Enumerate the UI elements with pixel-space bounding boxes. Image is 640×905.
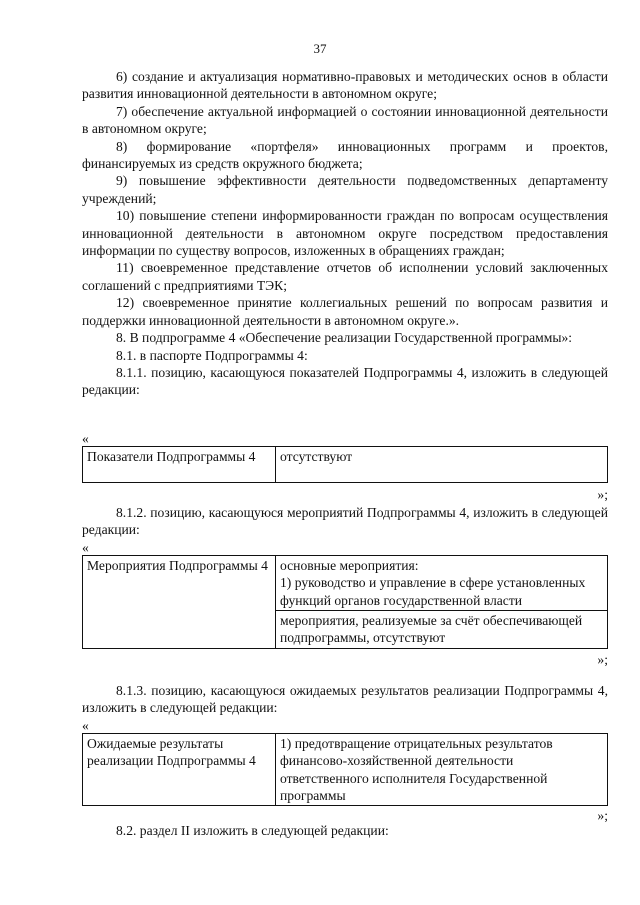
table-cell-value: 1) предотвращение отрицательных результатов финансово-хозяйственной деятельности ответственного исполнителя Государственной программы [276, 733, 608, 806]
page-number: 37 [313, 41, 327, 56]
measures-table [82, 555, 608, 649]
paragraph: 8.1.2. позицию, касающуюся мероприятий Подпрограммы 4, изложить в следующей редакции: [82, 505, 608, 538]
measures-item: 1) руководство и управление в сфере установленных функций органов государственной власти [280, 575, 586, 608]
para-82-block [82, 822, 608, 839]
open-quote: « [82, 431, 89, 446]
para-813-block [82, 682, 608, 824]
section-heading: 8. В подпрограмме 4 «Обеспечение реализации Государственной программы»: [116, 330, 573, 346]
list-item: 10) повышение степени информированности граждан по вопросам осуществления инновационной деятельности в автономном округе посредством предоставления информации по существу вопросов, изложенных в обращениях граждан; [82, 208, 608, 259]
paragraph: 8.1.3. позицию, касающуюся ожидаемых результатов реализации Подпрограммы 4, изложить в следующей редакции: [82, 683, 608, 716]
table-cell-value [276, 555, 608, 610]
goals-list [82, 68, 608, 399]
results-table [82, 733, 608, 807]
table-cell-value: мероприятия, реализуемые за счёт обеспечивающей подпрограммы, отсутствуют [276, 611, 608, 649]
list-item: 6) создание и актуализация нормативно-правовых и методических основ в области развития инновационной деятельности в автономном округе; [82, 69, 608, 102]
list-item: 7) обеспечение актуальной информацией о состоянии инновационной деятельности в автономном округе; [82, 103, 608, 137]
para-812-block [82, 504, 608, 668]
list-item: 9) повышение эффективности деятельности подведомственных департаменту учреждений; [82, 173, 608, 206]
table-cell-label: Ожидаемые результаты реализации Подпрограммы 4 [83, 733, 276, 806]
paragraph: 8.2. раздел II изложить в следующей редакции: [116, 823, 389, 838]
table-cell-value: отсутствуют [276, 447, 608, 483]
close-quote: »; [597, 808, 608, 824]
list-item: 11) своевременное представление отчетов об исполнении условий заключенных соглашений с предприятиями ТЭК; [82, 260, 608, 293]
list-item: 8) формирование «портфеля» инновационных программ и проектов, финансируемых из средств окружного бюджета; [82, 138, 608, 172]
paragraph: 8.1.1. позицию, касающуюся показателей Подпрограммы 4, изложить в следующей редакции: [82, 364, 608, 398]
open-quote: « [82, 539, 89, 555]
open-quote: « [82, 717, 89, 733]
paragraph: 8.1. в паспорте Подпрограммы 4: [116, 347, 308, 363]
close-quote: »; [597, 487, 608, 502]
table-cell-label: Показатели Подпрограммы 4 [83, 447, 276, 483]
indicators-table [82, 446, 608, 483]
table-cell-label: Мероприятия Подпрограммы 4 [83, 555, 276, 648]
list-item: 12) своевременное принятие коллегиальных решений по вопросам развития и поддержки инновационной деятельности в автономном округе.». [82, 295, 608, 328]
table1-block [82, 432, 608, 503]
measures-heading: основные мероприятия: [280, 557, 419, 573]
close-quote: »; [597, 651, 608, 667]
